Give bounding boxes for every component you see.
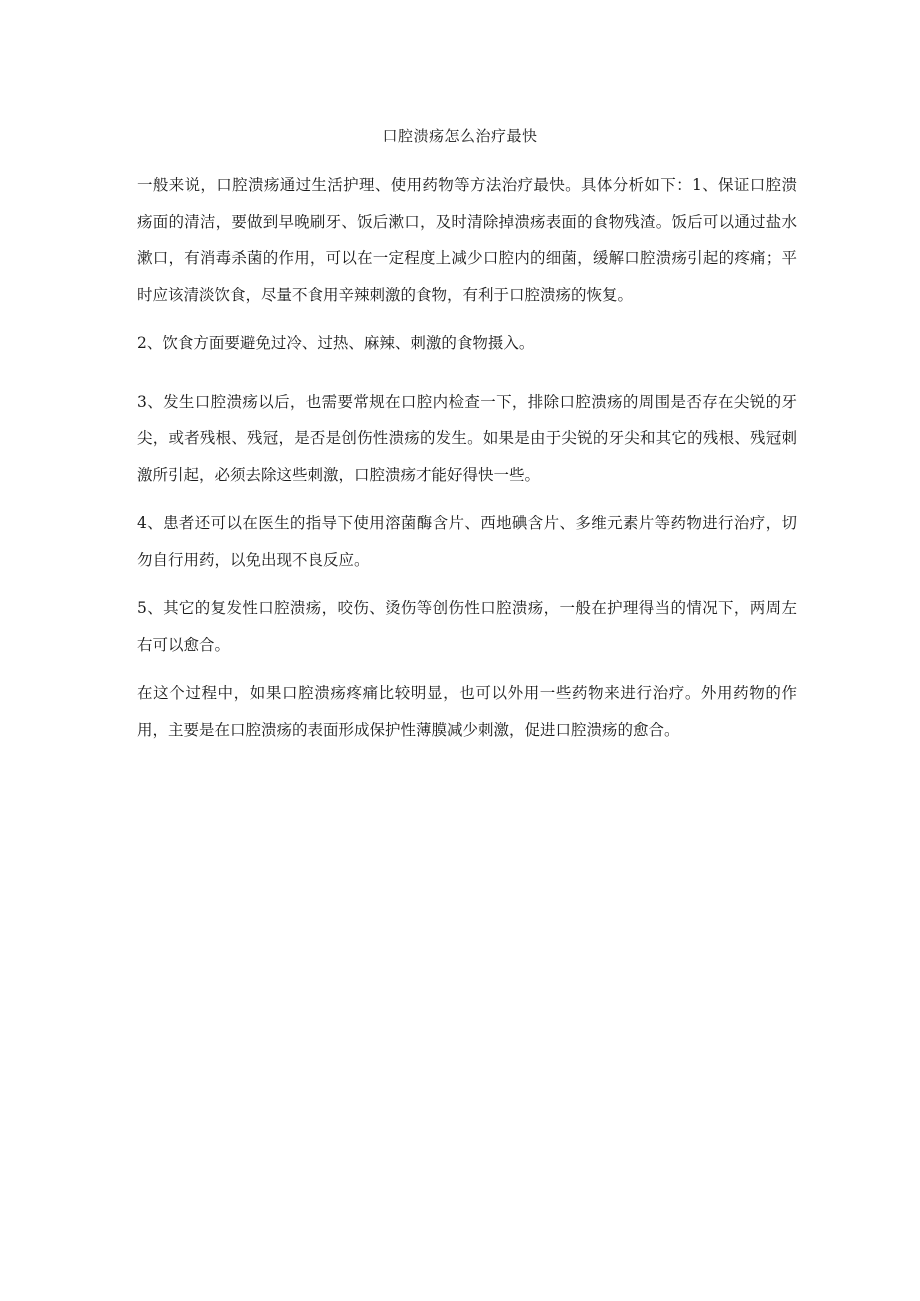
paragraph-item-3: 3、发生口腔溃疡以后，也需要常规在口腔内检查一下，排除口腔溃疡的周围是否存在尖锐的牙尖，或者残根、残冠，是否是创伤性溃疡的发生。如果是由于尖锐的牙尖和其它的残根、残冠刺激所引起，必须去除这些刺激，口腔溃疡才能好得快一些。 bbox=[137, 392, 797, 484]
paragraph-conclusion: 在这个过程中，如果口腔溃疡疼痛比较明显，也可以外用一些药物来进行治疗。外用药物的作用，主要是在口腔溃疡的表面形成保护性薄膜减少刺激，促进口腔溃疡的愈合。 bbox=[137, 684, 797, 739]
paragraph-item-2: 2、饮食方面要避免过冷、过热、麻辣、刺激的食物摄入。 bbox=[137, 334, 535, 352]
paragraph-item-4: 4、患者还可以在医生的指导下使用溶菌酶含片、西地碘含片、多维元素片等药物进行治疗，切勿自行用药，以免出现不良反应。 bbox=[137, 514, 797, 569]
paragraph-item-5: 5、其它的复发性口腔溃疡，咬伤、烫伤等创伤性口腔溃疡，一般在护理得当的情况下，两周左右可以愈合。 bbox=[137, 599, 797, 654]
paragraph-intro: 一般来说，口腔溃疡通过生活护理、使用药物等方法治疗最快。具体分析如下：1、保证口腔溃疡面的清洁，要做到早晚刷牙、饭后漱口，及时清除掉溃疡表面的食物残渣。饭后可以通过盐水漱口，有消毒杀菌的作用，可以在一定程度上减少口腔内的细菌，缓解口腔溃疡引起的疼痛；平时应该清淡饮食，尽量不食用辛辣刺激的食物，有利于口腔溃疡的恢复。 bbox=[137, 176, 797, 304]
document-body bbox=[137, 167, 797, 748]
document-title: 口腔溃疡怎么治疗最快 bbox=[382, 127, 538, 145]
